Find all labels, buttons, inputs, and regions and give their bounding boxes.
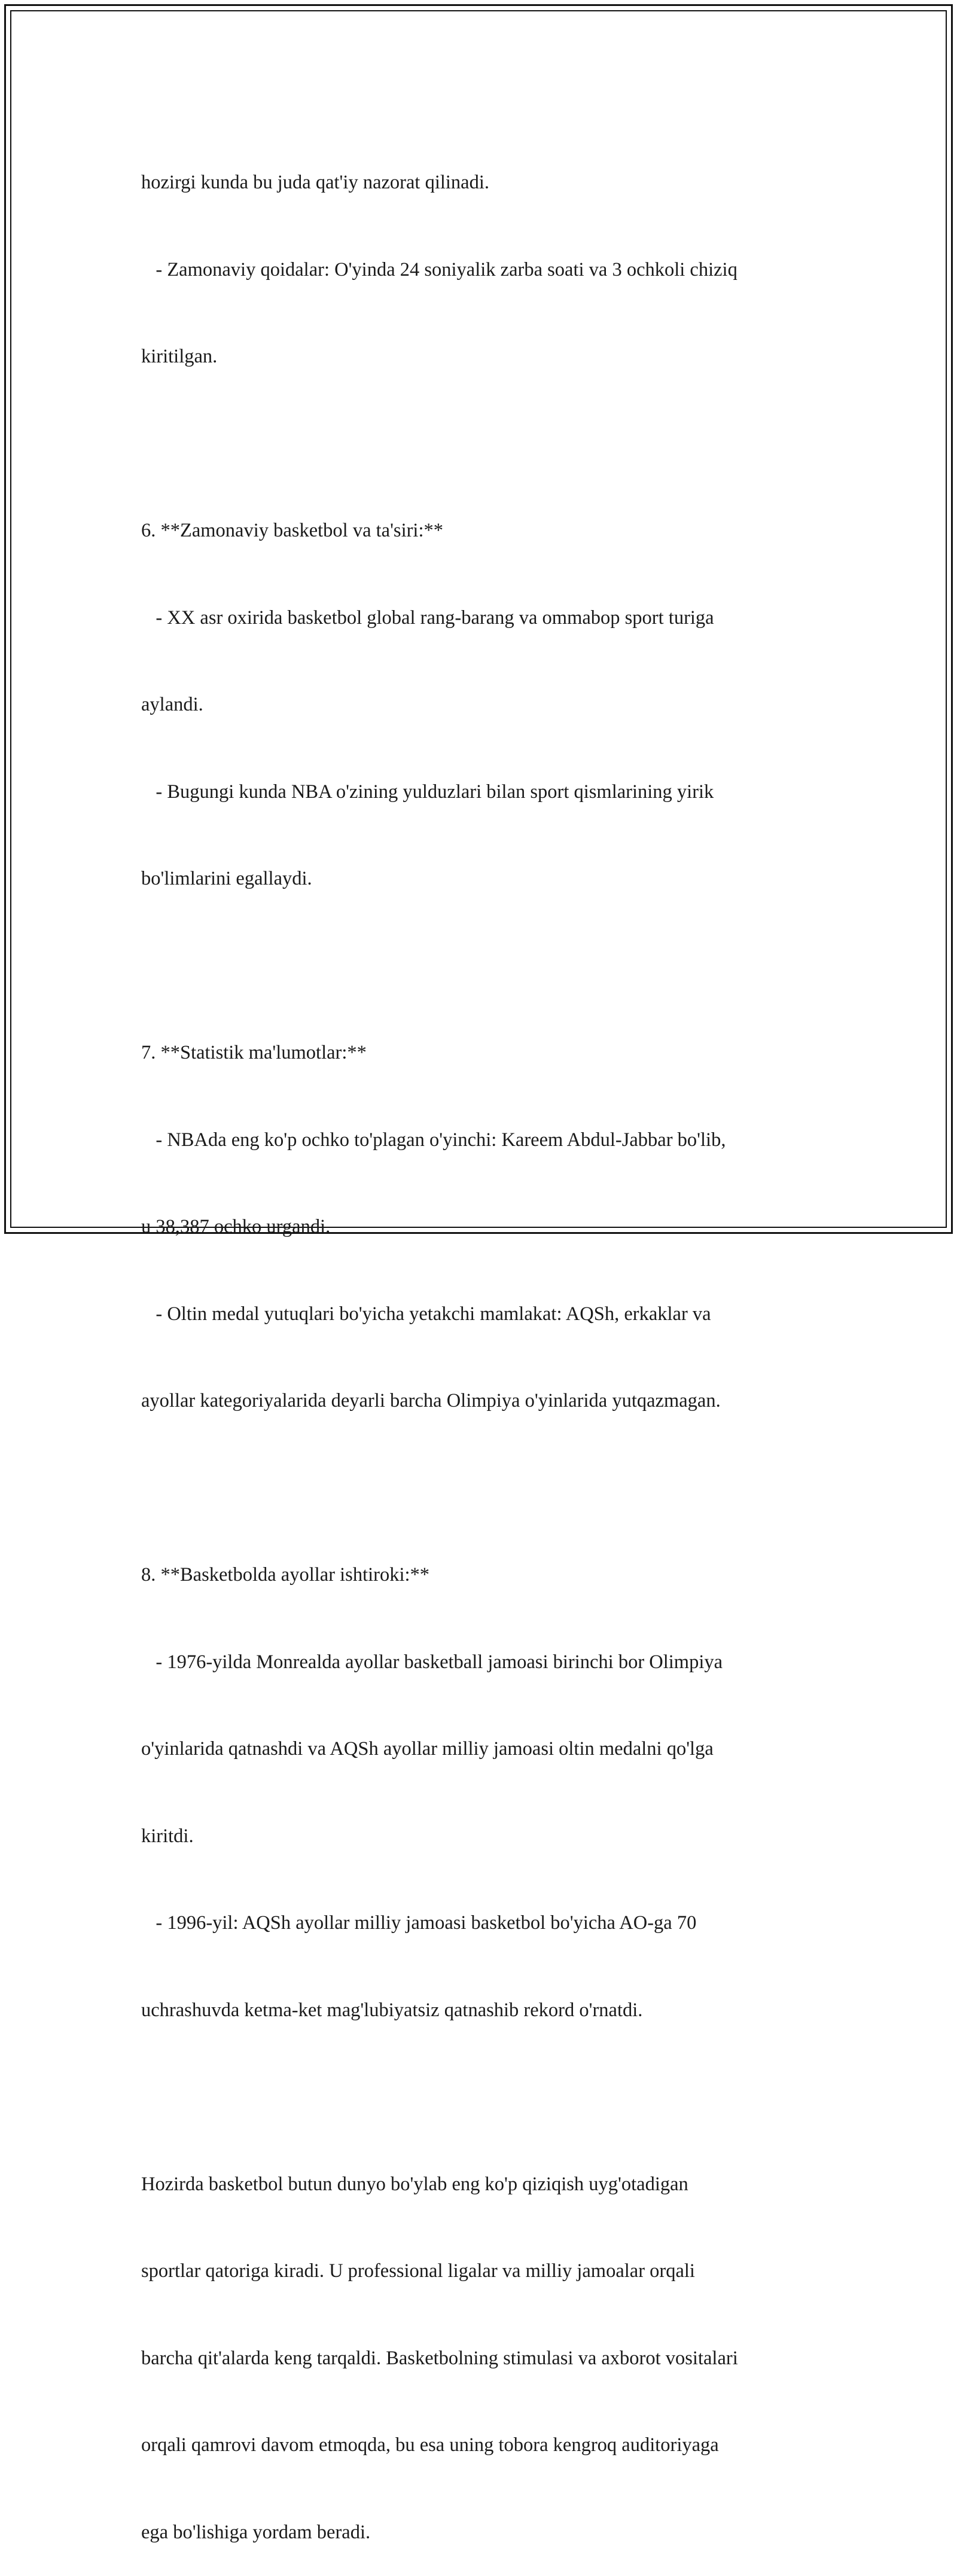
paragraph-line: barcha qit'alarda keng tarqaldi. Basketbolning stimulasi va axborot vositalari xyxy=(141,2347,738,2369)
paragraph-line: ega bo'lishiga yordam beradi. xyxy=(141,2521,371,2543)
section-heading: 6. **Zamonaviy basketbol va ta'siri:** xyxy=(141,520,443,541)
document-body xyxy=(141,110,823,2576)
blank-line xyxy=(141,1474,823,1503)
text-line: - XX asr oxirida basketbol global rang-barang va ommabop sport turiga xyxy=(141,606,714,629)
blank-line xyxy=(141,429,823,459)
paragraph-line: Hozirda basketbol butun dunyo bo'ylab eng ko'p qiziqish uyg'otadigan xyxy=(141,2173,688,2195)
text-line: - 1996-yil: AQSh ayollar milliy jamoasi basketbol bo'yicha AO-ga 70 xyxy=(141,1912,697,1934)
text-line: - NBAda eng ko'p ochko to'plagan o'yinchi: Kareem Abdul-Jabbar bo'lib, xyxy=(141,1129,726,1151)
paragraph-line: orqali qamrovi davom etmoqda, bu esa uning tobora kengroq auditoriyaga xyxy=(141,2434,719,2456)
text-line: ayollar kategoriyalarida deyarli barcha Olimpiya o'yinlarida yutqazmagan. xyxy=(141,1390,721,1412)
text-line: o'yinlarida qatnashdi va AQSh ayollar milliy jamoasi oltin medalni qo'lga xyxy=(141,1738,714,1760)
text-line: bo'limlarini egallaydi. xyxy=(141,868,312,889)
text-line: - 1976-yilda Monrealda ayollar basketball jamoasi birinchi bor Olimpiya xyxy=(141,1651,723,1673)
text-line: - Oltin medal yutuqlari bo'yicha yetakchi mamlakat: AQSh, erkaklar va xyxy=(141,1303,711,1325)
text-line: kiritilgan. xyxy=(141,346,218,367)
text-line: hozirgi kunda bu juda qat'iy nazorat qilinadi. xyxy=(141,172,489,193)
text-line: aylandi. xyxy=(141,694,203,715)
section-heading: 8. **Basketbolda ayollar ishtiroki:** xyxy=(141,1564,430,1586)
text-line: kiritdi. xyxy=(141,1825,194,1847)
paragraph-line: sportlar qatoriga kiradi. U professional ligalar va milliy jamoalar orqali xyxy=(141,2260,695,2282)
text-line: u 38,387 ochko urgandi. xyxy=(141,1216,331,1237)
section-heading: 7. **Statistik ma'lumotlar:** xyxy=(141,1042,367,1063)
text-line: - Bugungi kunda NBA o'zining yulduzlari bilan sport qismlarining yirik xyxy=(141,781,714,803)
blank-line xyxy=(141,2083,823,2112)
blank-line xyxy=(141,952,823,981)
text-line: - Zamonaviy qoidalar: O'yinda 24 soniyalik zarba soati va 3 ochkoli chiziq xyxy=(141,258,737,281)
text-line: uchrashuvda ketma-ket mag'lubiyatsiz qatnashib rekord o'rnatdi. xyxy=(141,1999,643,2021)
